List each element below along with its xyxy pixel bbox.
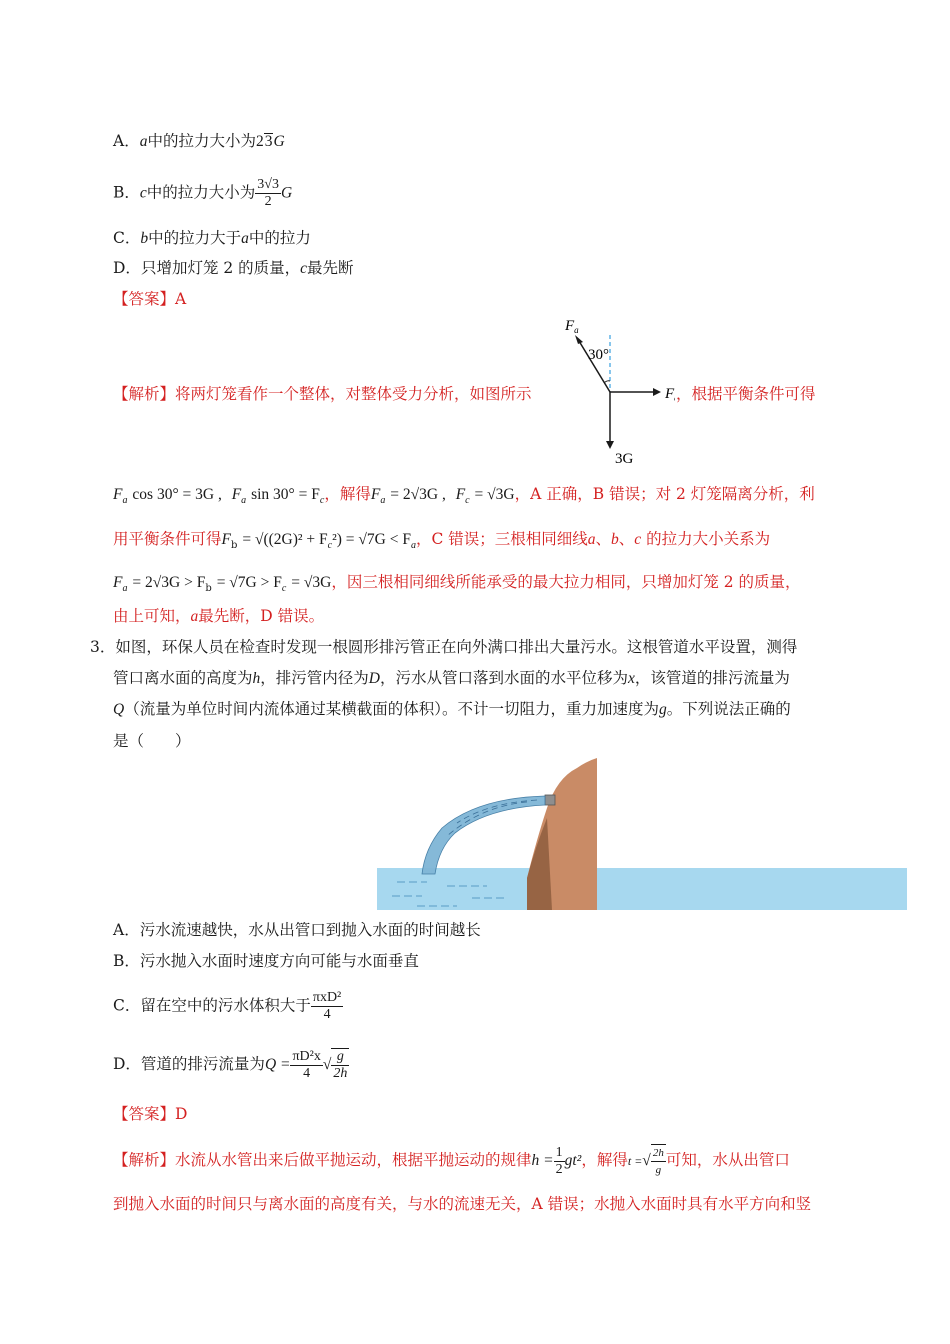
q2-analysis-line4: 由上可知，a最先断，D 错误。 — [113, 607, 325, 625]
fc-arrowhead — [653, 388, 661, 396]
q2-equation-line1: $F_a$ cos 30° = 3G , $F_a$ $\sin 30^\circ = F_c$，解得$F_a = 2√3G$ , $F_c = √3G$，A 正确，B 错误；对 2 灯笼隔离分析，利 — [113, 485, 815, 507]
fa-arrowhead — [575, 335, 583, 344]
q2-option-c: C．b中的拉力大于a中的拉力 — [113, 229, 311, 247]
water-jet — [422, 796, 545, 874]
q3-analysis-line2: 到抛入水面的时间只与离水面的高度有关，与水的流速无关，A 错误；水抛入水面时具有水平方向和竖 — [113, 1195, 812, 1213]
q2-option-a: A．a中的拉力大小为23G — [113, 132, 285, 150]
q2-analysis-line1: 【解析】将两灯笼看作一个整体，对整体受力分析，如图所示 — [113, 385, 532, 403]
angle-arc — [604, 381, 610, 383]
q2-answer: 【答案】A — [113, 290, 187, 308]
q3-option-a: A．污水流速越快，水从出管口到抛入水面的时间越长 — [113, 921, 481, 939]
q2-option-b: B．c中的拉力大小为 $\frac{3√3}{2}$ G — [113, 177, 293, 209]
q3-stem-line1: 3．如图，环保人员在检查时发现一根圆形排污管正在向外满口排出大量污水。这根管道水平设置，测得 — [90, 638, 798, 656]
fa-label: $F_a$ — [565, 318, 579, 335]
q2-equation-line3: $F_a = 2√3G > F_b = √7G > F_c = √3G$，因三根相同细线所能承受的最大拉力相同，只增加灯笼 2 的质量， — [113, 573, 801, 595]
q2-option-d: D．只增加灯笼 2 的质量，c最先断 — [113, 259, 354, 277]
pipe-outlet — [545, 795, 555, 805]
fc-label: F — [665, 386, 675, 402]
q3-stem-line4: 是（ ） — [113, 732, 191, 750]
water-surface — [377, 868, 907, 910]
q3-stem-line2: 管口离水面的高度为h，排污管内径为D，污水从管口落到水面的水平位移为x，该管道的排污流量为 — [113, 669, 790, 687]
g-arrowhead — [606, 441, 614, 449]
q3-option-b: B．污水抛入水面时速度方向可能与水面垂直 — [113, 952, 419, 970]
q3-answer: 【答案】D — [113, 1105, 188, 1123]
q2-analysis-line1-tail: ，根据平衡条件可得 — [676, 385, 816, 403]
force-diagram — [555, 315, 675, 465]
q3-analysis-line1: 【解析】水流从水管出来后做平抛运动，根据平抛运动的规律h = $\frac{1}{2}$ gt²，解得t =√ $\frac{2h}{g}$ 可知，水从出管口 — [113, 1144, 790, 1177]
sewage-pipe-illustration — [377, 758, 907, 910]
angle-label: 30° — [588, 347, 609, 363]
q2-equation-line2: 用平衡条件可得$F_b = √((2G)^2 + F_c^2) = √7G < F_a$，C 错误；三根相同细线a、b、c 的拉力大小关系为 — [113, 530, 771, 552]
q3-option-d: D．管道的排污流量为Q = $\frac{\text{πD²x}}{4}$ √ $\frac{g}{2h}$ — [113, 1048, 348, 1081]
g-label: 3G — [615, 451, 634, 465]
q3-option-c: C．留在空中的污水体积大于 $\frac{\text{πxD²}}{4}$ — [113, 990, 342, 1022]
q3-stem-line3: Q（流量为单位时间内流体通过某横截面的体积）。不计一切阻力，重力加速度为g。下列说法正确的 — [113, 700, 791, 718]
